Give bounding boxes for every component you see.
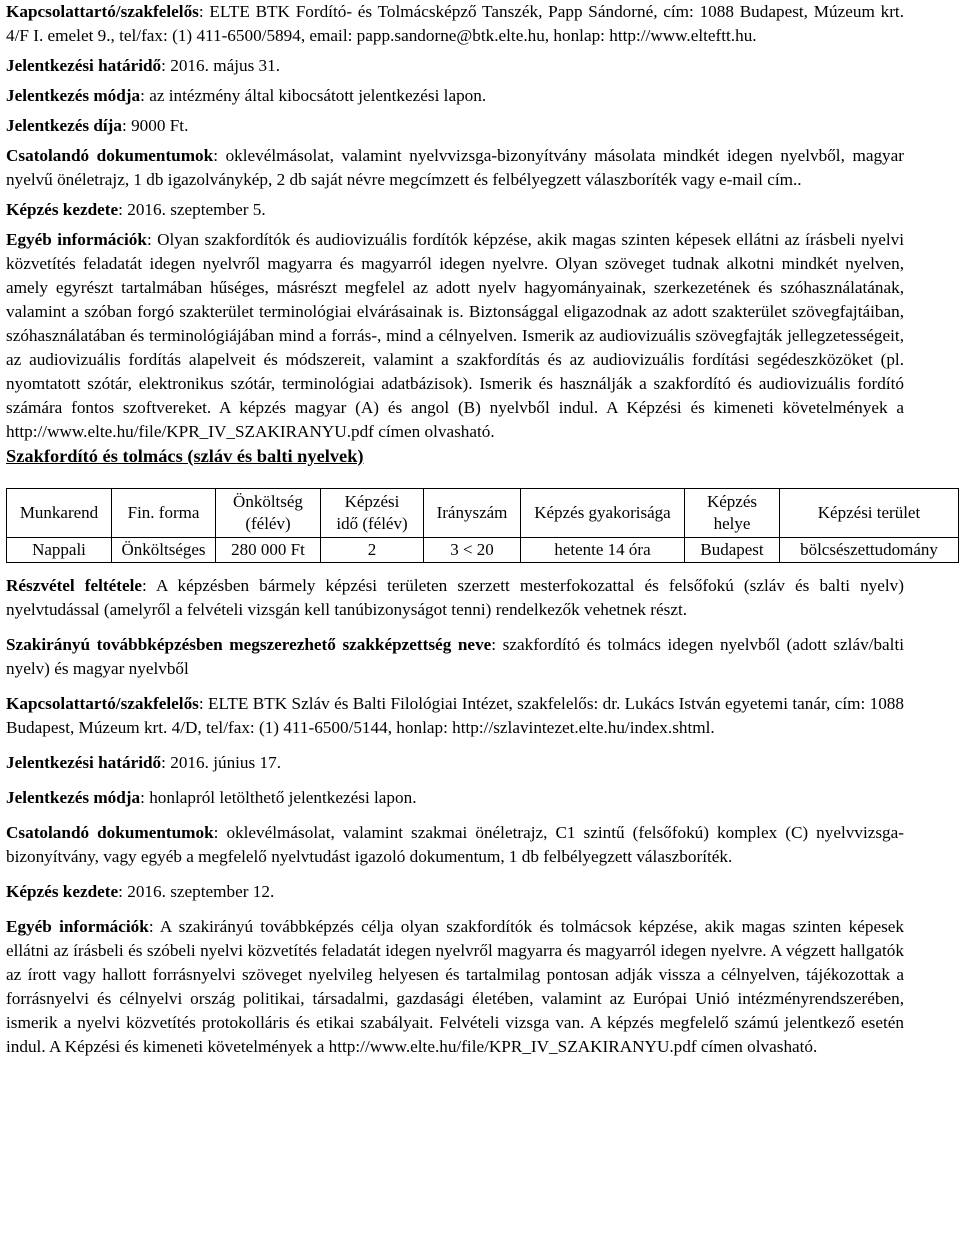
cell-kepzesi-ido: 2 bbox=[321, 538, 424, 563]
qualification-text: : szakfordító és tolmács idegen nyelvből (adott szláv/balti nyelv) és magyar nyelvből bbox=[6, 635, 905, 678]
qualification-paragraph bbox=[6, 633, 904, 681]
contact2-text: : ELTE BTK Szláv és Balti Filológiai Intézet, szakfelelős: dr. Lukács István egyetemi tanár, cím: 1088 Budapest, Múzeum krt. 4/D, tel/fax: (1) 411-6500/5144, honlap: http://szlavintezet.elte.hu/index.shtml. bbox=[6, 694, 904, 737]
start2-label: Képzés kezdete bbox=[6, 882, 119, 901]
start-text: : 2016. szeptember 5. bbox=[118, 200, 266, 219]
fee-paragraph bbox=[6, 114, 904, 138]
deadline2-label: Jelentkezési határidő bbox=[6, 753, 162, 772]
condition-text: : A képzésben bármely képzési területen szerzett mesterfokozattal és felsőfokú (szláv és balti nyelv) nyelvtudással (amelyről a felvételi vizsgán kell tanúbizonyságot tenni) rendelkezők vehetnek részt. bbox=[6, 576, 904, 619]
header-iranyszam: Irányszám bbox=[424, 489, 521, 538]
start2-paragraph bbox=[6, 880, 904, 904]
other-info-text: : Olyan szakfordítók és audiovizuális fordítók képzése, akik magas szinten képesek ellátni az írásbeli nyelvi közvetítés feladatát idegen nyelvről magyarra és magyarról idegen nyelvre. Olyan szöveget tudnak alkotni mindkét nyelven, amely egyrészt tartalmában hűséges, másrészt megfelel az adott nyelv hagyományainak, szerkezetének és szóhasználatának, valamint a szóban forgó szakterület terminológiai elvárásainak is. Biztonsággal eligazodnak az adott szakterület szövegfajtáiban, szóhasználatában és terminológiájában mind a forrás-, mind a célnyelven. Ismerik az audiovizuális szövegfajták jellegzetességeit, az audiovizuális fordítás alapelveit és módszereit, valamint a szakfordítás és az audiovizuális fordítási segédeszközöket (pl. nyomtatott szótár, elektronikus szótár, terminológiai adatbázisok). Ismerik és használják a szakfordító és audiovizuális fordító számára fontos szoftvereket. A képzés magyar (A) és angol (B) nyelvből indul. A Képzési és kimeneti követelmények a http://www.elte.hu/file/KPR_IV_SZAKIRANYU.pdf címen olvasható. bbox=[6, 230, 904, 441]
method-text: : az intézmény által kibocsátott jelentkezési lapon. bbox=[140, 86, 487, 105]
start-paragraph bbox=[6, 198, 904, 222]
header-kepzes-helye bbox=[685, 489, 780, 538]
section-title: Szakfordító és tolmács (szláv és balti nyelvek) bbox=[6, 446, 364, 466]
contact-label: Kapcsolattartó/szakfelelős bbox=[6, 2, 199, 21]
header-kepzesi-ido-line1: Képzési bbox=[344, 492, 400, 511]
deadline-paragraph bbox=[6, 54, 904, 78]
deadline2-paragraph bbox=[6, 751, 904, 775]
documents-paragraph bbox=[6, 144, 904, 192]
fee-text: : 9000 Ft. bbox=[122, 116, 189, 135]
condition-paragraph bbox=[6, 574, 904, 622]
method2-text: : honlapról letölthető jelentkezési lapon. bbox=[140, 788, 417, 807]
header-kepzesi-ido-line2: idő (félév) bbox=[336, 514, 408, 533]
header-onkoltseg-line1: Önköltség bbox=[233, 492, 303, 511]
method2-paragraph bbox=[6, 786, 904, 810]
header-kepzesi-terulet: Képzési terület bbox=[780, 489, 959, 538]
header-kepzes-helye-line1: Képzés bbox=[706, 492, 758, 511]
method-label: Jelentkezés módja bbox=[6, 86, 141, 105]
cell-kepzesi-terulet: bölcsészettudomány bbox=[780, 538, 959, 563]
contact2-paragraph bbox=[6, 692, 904, 740]
cell-kepzes-helye: Budapest bbox=[685, 538, 780, 563]
cell-fin-forma: Önköltséges bbox=[112, 538, 216, 563]
table-header-row bbox=[7, 489, 959, 538]
contact-paragraph bbox=[6, 0, 904, 48]
other-info-paragraph bbox=[6, 228, 904, 444]
header-onkoltseg bbox=[216, 489, 321, 538]
deadline-text: : 2016. május 31. bbox=[161, 56, 281, 75]
condition-label: Részvétel feltétele bbox=[6, 576, 143, 595]
header-kepzes-helye-line2: helye bbox=[713, 514, 751, 533]
cell-gyakorisag: hetente 14 óra bbox=[521, 538, 685, 563]
header-fin-forma: Fin. forma bbox=[112, 489, 216, 538]
qualification-label: Szakirányú továbbképzésben megszerezhető szakképzettség neve bbox=[6, 635, 492, 654]
other-info2-label: Egyéb információk bbox=[6, 917, 149, 936]
header-onkoltseg-line2: (félév) bbox=[245, 514, 291, 533]
contact2-label: Kapcsolattartó/szakfelelős bbox=[6, 694, 199, 713]
documents-label: Csatolandó dokumentumok bbox=[6, 146, 214, 165]
other-info-label: Egyéb információk bbox=[6, 230, 147, 249]
method-paragraph bbox=[6, 84, 904, 108]
program-table bbox=[6, 488, 959, 563]
header-kepzesi-ido bbox=[321, 489, 424, 538]
header-gyakorisag: Képzés gyakorisága bbox=[521, 489, 685, 538]
start-label: Képzés kezdete bbox=[6, 200, 119, 219]
documents2-paragraph bbox=[6, 821, 904, 869]
cell-munkarend: Nappali bbox=[7, 538, 112, 563]
cell-iranyszam: 3 < 20 bbox=[424, 538, 521, 563]
contact-text: : ELTE BTK Fordító- és Tolmácsképző Tanszék, Papp Sándorné, cím: 1088 Budapest, Múzeum krt. 4/F I. emelet 9., tel/fax: (1) 411-6500/5894, email: papp.sandorne@btk.elte.hu, honlap: http://www.elteftt.hu. bbox=[6, 2, 904, 45]
cell-onkoltseg: 280 000 Ft bbox=[216, 538, 321, 563]
table-row bbox=[7, 538, 959, 563]
fee-label: Jelentkezés díja bbox=[6, 116, 122, 135]
header-munkarend: Munkarend bbox=[7, 489, 112, 538]
documents-text: : oklevélmásolat, valamint nyelvvizsga-bizonyítvány másolata mindkét idegen nyelvből, magyar nyelvű önéletrajz, 1 db igazolványkép, 2 db saját névre megcímzett és felbélyegzett válaszboríték vagy e-mail cím.. bbox=[6, 146, 904, 189]
documents2-text: : oklevélmásolat, valamint szakmai önéletrajz, C1 szintű (felsőfokú) komplex (C) nyelvvizsga-bizonyítvány, vagy egyéb a megfelelő nyelvtudást igazoló dokumentum, 1 db felbélyegzett válaszboríték. bbox=[6, 823, 904, 866]
document-page bbox=[6, 0, 938, 1059]
start2-text: : 2016. szeptember 12. bbox=[118, 882, 275, 901]
deadline2-text: : 2016. június 17. bbox=[161, 753, 281, 772]
other-info2-paragraph bbox=[6, 915, 904, 1059]
documents2-label: Csatolandó dokumentumok bbox=[6, 823, 214, 842]
deadline-label: Jelentkezési határidő bbox=[6, 56, 162, 75]
other-info2-text: : A szakirányú továbbképzés célja olyan szakfordítók és tolmácsok képzése, akik magas szinten képesek ellátni az írásbeli és szóbeli nyelvi közvetítés feladatát idegen nyelvről magyarra és magyarról idegen nyelvre. A végzett hallgatók az írott vagy hallott forrásnyelvi szöveget nyelvileg helyesen és tartalmilag pontosan adják vissza a célnyelven, tájékozottak a forrásnyelvi és célnyelvi ország politikai, társadalmi, gazdasági életében, valamint az Európai Unió intézményrendszerében, ismerik a nyelvi közvetítés protokolláris és etikai szabályait. Felvételi vizsga van. A képzés megfelelő számú jelentkező esetén indul. A Képzési és kimeneti követelmények a http://www.elte.hu/file/KPR_IV_SZAKIRANYU.pdf címen olvasható. bbox=[6, 917, 904, 1056]
method2-label: Jelentkezés módja bbox=[6, 788, 141, 807]
